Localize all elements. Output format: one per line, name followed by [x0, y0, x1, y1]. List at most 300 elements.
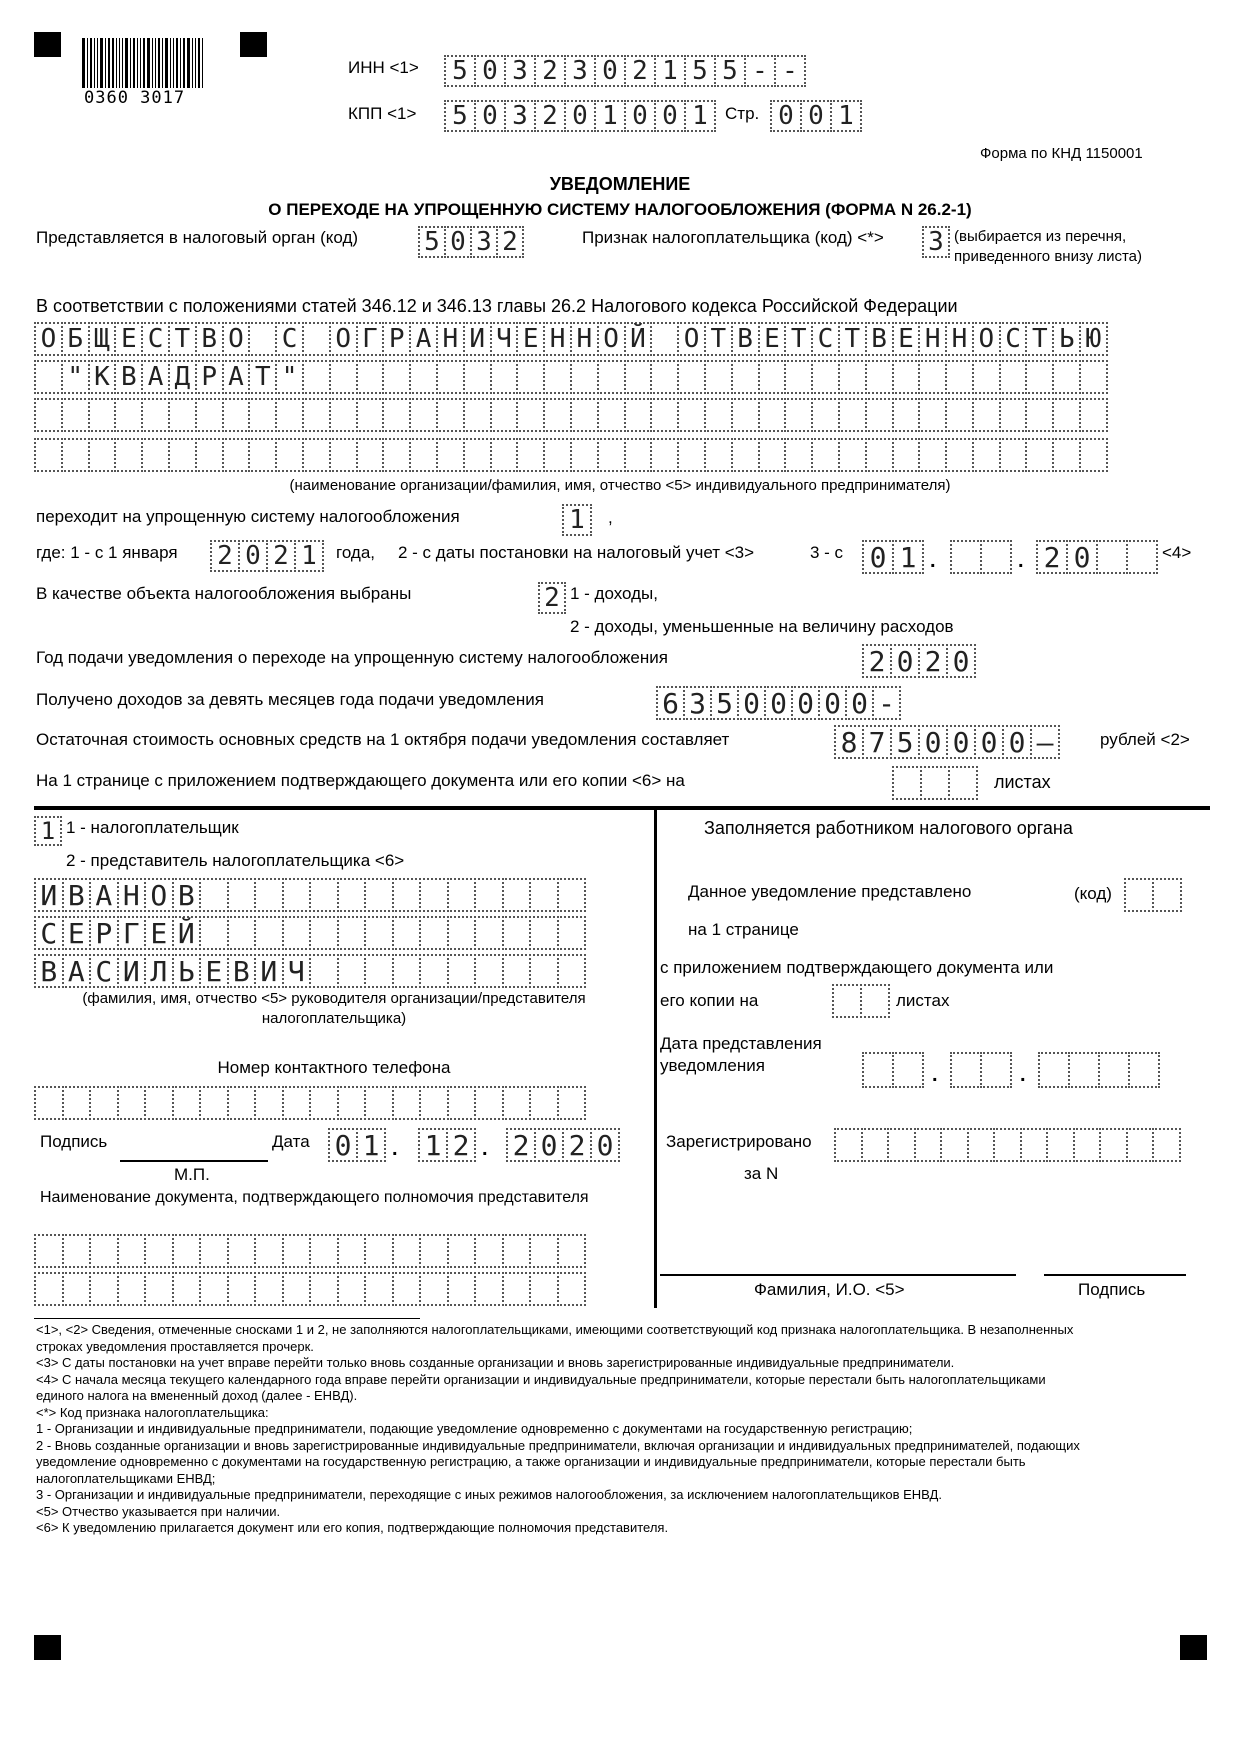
char-cell: 0: [737, 686, 766, 720]
corner-mark-bottom-right: [1180, 1635, 1207, 1660]
char-cell: [918, 438, 947, 472]
char-cell: [282, 1086, 312, 1120]
char-cell: 1: [684, 100, 716, 132]
char-cell: 3: [504, 55, 536, 87]
object-option-1: 1 - доходы,: [570, 584, 658, 603]
barcode-bar: [116, 38, 117, 88]
income-field[interactable]: [656, 686, 899, 720]
pages-label: На 1 странице с приложением подтверждающего документа или его копии <6> на: [36, 771, 685, 790]
char-cell: [62, 1234, 92, 1268]
char-cell: С: [141, 322, 170, 356]
char-cell: [784, 438, 813, 472]
char-cell: Л: [144, 954, 174, 988]
char-cell: 0: [238, 540, 268, 572]
char-cell: [529, 878, 559, 912]
sign-day-field[interactable]: [328, 1128, 384, 1162]
char-cell: [227, 878, 257, 912]
char-cell: Й: [624, 322, 653, 356]
section-divider-vertical: [654, 808, 657, 1308]
char-cell: [980, 1052, 1012, 1088]
char-cell: [419, 1234, 449, 1268]
char-cell: Т: [704, 322, 733, 356]
char-cell: [168, 398, 197, 432]
phone-field[interactable]: [34, 1086, 584, 1120]
char-cell: 5: [444, 55, 476, 87]
char-cell: В: [172, 878, 202, 912]
char-cell: Р: [195, 360, 224, 394]
char-cell: [570, 360, 599, 394]
char-cell: Т: [838, 322, 867, 356]
submitted-label: Данное уведомление представлено: [688, 882, 972, 901]
char-cell: [34, 1086, 64, 1120]
char-cell: -: [744, 55, 776, 87]
char-cell: [490, 360, 519, 394]
copy-on-label: его копии на: [660, 991, 759, 1010]
char-cell: [199, 878, 229, 912]
footnote-divider: [34, 1318, 420, 1319]
char-cell: [447, 954, 477, 988]
char-cell: [597, 438, 626, 472]
patronymic-field[interactable]: [34, 954, 584, 988]
on-page-label: на 1 странице: [688, 920, 799, 939]
char-cell: [254, 916, 284, 950]
char-cell: Е: [892, 322, 921, 356]
char-cell: [364, 878, 394, 912]
char-cell: [436, 360, 465, 394]
kpp-field[interactable]: [444, 100, 714, 132]
org-name-caption: (наименование организации/фамилия, имя, отчество <5> индивидуального предпринимателя): [289, 477, 951, 494]
char-cell: [862, 1052, 894, 1088]
transition-where-label: где: 1 - с 1 января: [36, 543, 178, 562]
char-cell: [248, 322, 277, 356]
char-cell: Ю: [1079, 322, 1108, 356]
char-cell: С: [999, 322, 1028, 356]
char-cell: С: [811, 322, 840, 356]
char-cell: 0: [654, 100, 686, 132]
transition-year-field[interactable]: [210, 540, 322, 572]
char-cell: А: [89, 878, 119, 912]
office-month-field[interactable]: [950, 1052, 1010, 1088]
char-cell: Т: [248, 360, 277, 394]
char-cell: [474, 954, 504, 988]
char-cell: 2: [538, 582, 566, 614]
transition-comma: ,: [608, 508, 613, 527]
char-cell: [34, 1234, 64, 1268]
char-cell: [731, 398, 760, 432]
opt3-month-field[interactable]: [950, 540, 1010, 574]
char-cell: 0: [590, 1128, 620, 1162]
footnotes: [36, 1322, 1216, 1537]
char-cell: [1079, 360, 1108, 394]
char-cell: Г: [117, 916, 147, 950]
char-cell: [993, 1128, 1022, 1162]
char-cell: Ч: [282, 954, 312, 988]
char-cell: [543, 438, 572, 472]
char-cell: [309, 1086, 339, 1120]
taxpayer-sign-note-1: (выбирается из перечня,: [954, 228, 1127, 245]
org-name-line-1[interactable]: [34, 322, 1106, 356]
char-cell: [392, 878, 422, 912]
object-value-field[interactable]: [538, 582, 564, 614]
char-cell: [529, 1086, 559, 1120]
char-cell: Н: [570, 322, 599, 356]
barcode-bar: [187, 38, 190, 88]
char-cell: [117, 1234, 147, 1268]
char-cell: [704, 360, 733, 394]
pages-field[interactable]: [892, 766, 976, 800]
char-cell: 3: [470, 226, 498, 258]
char-cell: 1: [418, 1128, 448, 1162]
dot-sep-1: .: [930, 550, 936, 572]
barcode-bar: [112, 38, 114, 88]
sign-year-field[interactable]: [506, 1128, 618, 1162]
char-cell: Н: [117, 878, 147, 912]
taxpayer-sign-field[interactable]: [922, 226, 948, 258]
barcode: [82, 38, 205, 88]
char-cell: [199, 1234, 229, 1268]
char-cell: 0: [845, 686, 874, 720]
char-cell: [436, 438, 465, 472]
office-year-field[interactable]: [1038, 1052, 1158, 1088]
char-cell: 0: [1066, 540, 1098, 574]
income-label: Получено доходов за девять месяцев года подачи уведомления: [36, 690, 544, 709]
char-cell: [1025, 398, 1054, 432]
char-cell: О: [329, 322, 358, 356]
char-cell: [114, 398, 143, 432]
char-cell: [972, 360, 1001, 394]
char-cell: [275, 398, 304, 432]
char-cell: [529, 1234, 559, 1268]
corner-mark-top-left: [34, 32, 61, 57]
char-cell: [784, 360, 813, 394]
char-cell: [447, 1272, 477, 1306]
barcode-bar: [119, 38, 120, 88]
char-cell: Ь: [1052, 322, 1081, 356]
footnote-line: 2 - Вновь созданные организации и вновь зарегистрированные индивидуальные предприниматели, включая организации и индивидуальных предпринимателей, подающих: [36, 1437, 1080, 1453]
char-cell: Ь: [172, 954, 202, 988]
char-cell: [309, 954, 339, 988]
office-signature-line: [1044, 1274, 1186, 1276]
char-cell: [436, 398, 465, 432]
char-cell: [892, 360, 921, 394]
inn-field[interactable]: [444, 55, 804, 87]
office-sheets-field[interactable]: [832, 984, 888, 1018]
footnote-line: налогоплательщиками ЕНВД;: [36, 1470, 216, 1486]
char-cell: 3: [564, 55, 596, 87]
char-cell: [282, 1234, 312, 1268]
char-cell: [490, 398, 519, 432]
year-submit-field[interactable]: [862, 644, 974, 678]
char-cell: Д: [168, 360, 197, 394]
char-cell: [704, 438, 733, 472]
char-cell: 3: [922, 226, 950, 258]
char-cell: [731, 360, 760, 394]
char-cell: [447, 1234, 477, 1268]
char-cell: [784, 398, 813, 432]
signer-type-field[interactable]: [34, 816, 60, 846]
signer-option-2: 2 - представитель налогоплательщика <6>: [66, 851, 405, 870]
char-cell: [1052, 398, 1081, 432]
char-cell: И: [117, 954, 147, 988]
char-cell: [945, 360, 974, 394]
char-cell: [516, 398, 545, 432]
tax-org-code-field[interactable]: [418, 226, 522, 258]
char-cell: [309, 916, 339, 950]
char-cell: [502, 878, 532, 912]
char-cell: [309, 1272, 339, 1306]
footnote-line: <6> К уведомлению прилагается документ или его копия, подтверждающие полномочия представителя.: [36, 1520, 669, 1535]
phone-label: Номер контактного телефона: [217, 1058, 451, 1077]
dot-sep-2: .: [1018, 550, 1024, 572]
org-name-line-3[interactable]: [34, 398, 1106, 432]
char-cell: 0: [1002, 725, 1032, 759]
corner-mark-top-right: [240, 32, 267, 57]
char-cell: [811, 398, 840, 432]
char-cell: [392, 1234, 422, 1268]
barcode-bar: [108, 38, 110, 88]
object-label: В качестве объекта налогообложения выбраны: [36, 584, 412, 603]
opt3-year-field[interactable]: [1036, 540, 1156, 574]
char-cell: [254, 1272, 284, 1306]
char-cell: [34, 1272, 64, 1306]
opt3-day-field[interactable]: [862, 540, 922, 574]
char-cell: [302, 360, 331, 394]
char-cell: 0: [624, 100, 656, 132]
stamp-label: М.П.: [174, 1165, 210, 1184]
residual-field[interactable]: [834, 725, 1058, 759]
char-cell: [650, 322, 679, 356]
char-cell: В: [731, 322, 760, 356]
char-cell: 0: [564, 100, 596, 132]
barcode-bar: [173, 38, 174, 88]
char-cell: [337, 954, 367, 988]
barcode-bar: [82, 38, 85, 88]
char-cell: [557, 1234, 587, 1268]
char-cell: [892, 438, 921, 472]
char-cell: [199, 916, 229, 950]
char-cell: [502, 1272, 532, 1306]
reg-number-label: за N: [744, 1164, 779, 1183]
char-cell: 0: [946, 644, 976, 678]
char-cell: [887, 1128, 916, 1162]
barcode-bar: [198, 38, 200, 88]
char-cell: [1025, 360, 1054, 394]
registration-number-field[interactable]: [834, 1128, 1179, 1162]
page-number-field[interactable]: [770, 100, 860, 132]
org-name-line-4[interactable]: [34, 438, 1106, 472]
char-cell: [557, 954, 587, 988]
char-cell: 1: [654, 55, 686, 87]
char-cell: Г: [356, 322, 385, 356]
char-cell: [302, 438, 331, 472]
char-cell: [834, 1128, 863, 1162]
char-cell: [382, 398, 411, 432]
char-cell: [356, 438, 385, 472]
office-day-field[interactable]: [862, 1052, 922, 1088]
char-cell: [1098, 1052, 1130, 1088]
char-cell: И: [254, 954, 284, 988]
char-cell: [597, 360, 626, 394]
char-cell: Е: [199, 954, 229, 988]
char-cell: 2: [562, 1128, 592, 1162]
barcode-bar: [87, 38, 88, 88]
char-cell: 2: [266, 540, 296, 572]
dot-sep-6: .: [1020, 1064, 1026, 1086]
char-cell: [172, 1272, 202, 1306]
char-cell: 5: [418, 226, 446, 258]
first-name-field[interactable]: [34, 916, 584, 950]
char-cell: 0: [862, 540, 894, 574]
char-cell: 2: [862, 644, 892, 678]
rep-doc-line-1[interactable]: [34, 1234, 584, 1268]
char-cell: [172, 1086, 202, 1120]
char-cell: [838, 360, 867, 394]
char-cell: [650, 438, 679, 472]
char-cell: Т: [168, 322, 197, 356]
char-cell: [392, 954, 422, 988]
char-cell: О: [972, 322, 1001, 356]
char-cell: [62, 1086, 92, 1120]
office-fio-line: [660, 1274, 1016, 1276]
char-cell: В: [34, 954, 64, 988]
transition-label: переходит на упрощенную систему налогообложения: [36, 507, 460, 526]
char-cell: [677, 398, 706, 432]
char-cell: [356, 398, 385, 432]
char-cell: 6: [656, 686, 685, 720]
rep-doc-line-2[interactable]: [34, 1272, 584, 1306]
sign-month-field[interactable]: [418, 1128, 474, 1162]
kpp-label: КПП <1>: [348, 104, 417, 123]
char-cell: [337, 1272, 367, 1306]
char-cell: 3: [504, 100, 536, 132]
char-cell: [650, 398, 679, 432]
char-cell: -: [872, 686, 901, 720]
char-cell: 1: [594, 100, 626, 132]
char-cell: Й: [172, 916, 202, 950]
barcode-bar: [152, 38, 153, 88]
char-cell: [199, 1086, 229, 1120]
barcode-bar: [162, 38, 163, 88]
char-cell: [34, 438, 63, 472]
char-cell: [89, 1086, 119, 1120]
char-cell: [731, 438, 760, 472]
char-cell: [248, 398, 277, 432]
char-cell: С: [275, 322, 304, 356]
char-cell: [950, 540, 982, 574]
signature-line: [120, 1160, 268, 1162]
char-cell: [999, 398, 1028, 432]
char-cell: [447, 878, 477, 912]
char-cell: [88, 398, 117, 432]
char-cell: [945, 438, 974, 472]
char-cell: [34, 398, 63, 432]
char-cell: 0: [474, 55, 506, 87]
char-cell: [972, 398, 1001, 432]
barcode-bar: [133, 38, 135, 88]
dot-sep-3: .: [392, 1138, 398, 1160]
date-presented-label-1: Дата представления: [660, 1034, 822, 1053]
residual-unit: рублей <2>: [1100, 730, 1190, 749]
char-cell: А: [409, 322, 438, 356]
barcode-bar: [155, 38, 156, 88]
char-cell: [838, 438, 867, 472]
char-cell: [516, 360, 545, 394]
barcode-bar: [158, 38, 160, 88]
residual-label: Остаточная стоимость основных средств на 1 октября подачи уведомления составляет: [36, 730, 730, 749]
barcode-bar: [192, 38, 193, 88]
char-cell: [141, 438, 170, 472]
office-code-field[interactable]: [1124, 878, 1180, 912]
char-cell: [382, 438, 411, 472]
org-name-line-2[interactable]: [34, 360, 1106, 394]
char-cell: 0: [328, 1128, 358, 1162]
footnote-line: <3> С даты постановки на учет вправе перейти только вновь созданные организации и вновь зарегистрированные индивидуальные предприниматели.: [36, 1355, 955, 1370]
char-cell: [222, 398, 251, 432]
char-cell: [364, 1272, 394, 1306]
char-cell: К: [88, 360, 117, 394]
char-cell: [811, 360, 840, 394]
char-cell: 1: [34, 816, 62, 846]
char-cell: [419, 1272, 449, 1306]
char-cell: [1052, 438, 1081, 472]
char-cell: Т: [784, 322, 813, 356]
barcode-bar: [180, 38, 181, 88]
char-cell: [172, 1234, 202, 1268]
char-cell: В: [865, 322, 894, 356]
char-cell: [364, 1234, 394, 1268]
char-cell: 2: [446, 1128, 476, 1162]
char-cell: Е: [516, 322, 545, 356]
char-cell: -: [774, 55, 806, 87]
char-cell: [972, 438, 1001, 472]
char-cell: [382, 360, 411, 394]
char-cell: [227, 1272, 257, 1306]
char-cell: [1025, 438, 1054, 472]
transition-year-suffix: года,: [336, 543, 376, 562]
char-cell: И: [34, 878, 64, 912]
object-option-2: 2 - доходы, уменьшенные на величину расходов: [570, 617, 954, 636]
char-cell: [980, 540, 1012, 574]
char-cell: [117, 1272, 147, 1306]
char-cell: 0: [770, 100, 802, 132]
char-cell: [1126, 1128, 1155, 1162]
char-cell: [419, 878, 449, 912]
barcode-number: 0360 3017: [84, 88, 186, 108]
char-cell: [502, 916, 532, 950]
tax-org-label: Представляется в налоговый орган (код): [36, 228, 359, 247]
char-cell: 0: [974, 725, 1004, 759]
last-name-field[interactable]: [34, 878, 584, 912]
barcode-bar: [143, 38, 145, 88]
char-cell: [474, 1234, 504, 1268]
char-cell: [254, 1234, 284, 1268]
char-cell: [624, 398, 653, 432]
transition-footnote-4: <4>: [1162, 543, 1192, 562]
fio-caption-2: налогоплательщика): [261, 1010, 407, 1027]
char-cell: Н: [918, 322, 947, 356]
char-cell: [419, 1086, 449, 1120]
char-cell: Е: [144, 916, 174, 950]
barcode-bar: [176, 38, 178, 88]
form-title: УВЕДОМЛЕНИЕ: [549, 174, 691, 194]
char-cell: [117, 1086, 147, 1120]
barcode-bar: [137, 38, 138, 88]
transition-value-field[interactable]: [562, 504, 590, 536]
char-cell: [222, 438, 251, 472]
fio-caption-1: (фамилия, имя, отчество <5> руководителя организации/представителя: [82, 990, 586, 1007]
char-cell: Ч: [490, 322, 519, 356]
char-cell: [337, 878, 367, 912]
